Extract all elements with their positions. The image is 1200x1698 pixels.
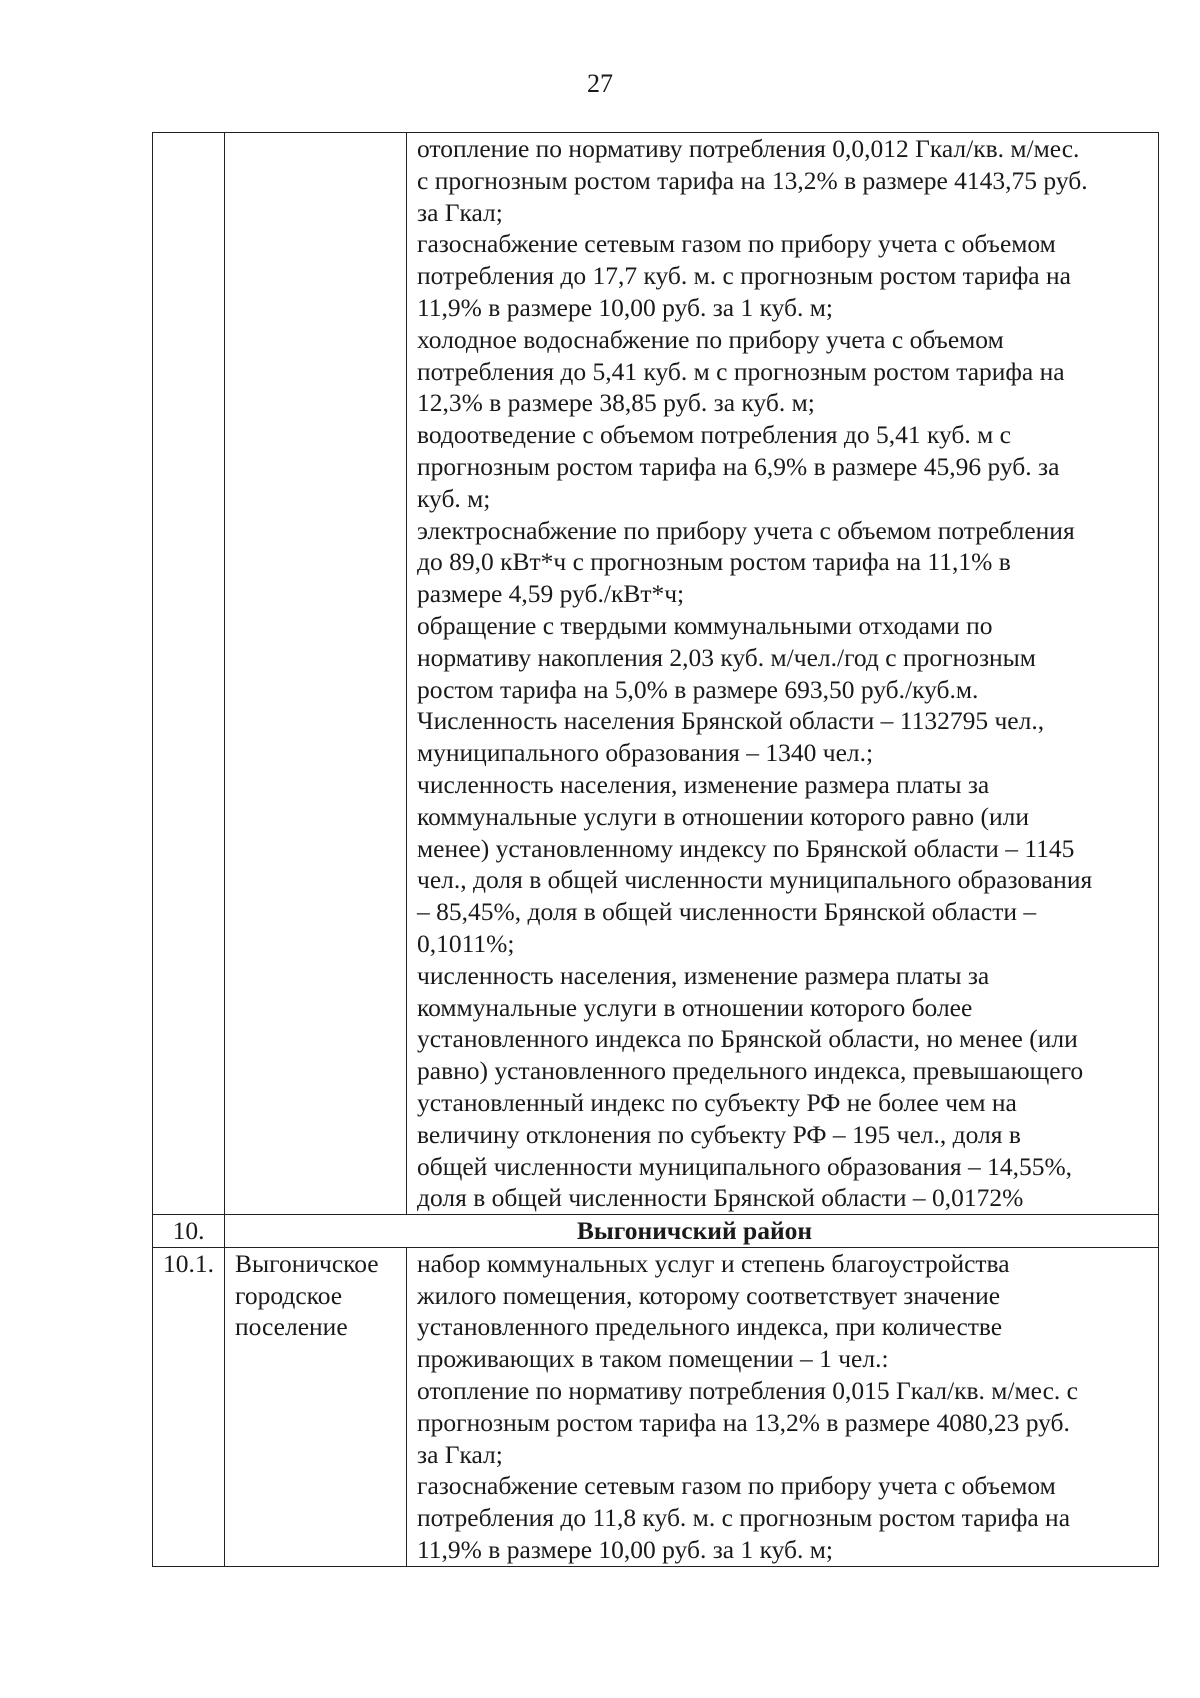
text-line: жилого помещения, которому соответствует значение — [417, 1280, 1001, 1310]
text-line: установленного предельного индекса, при количестве — [417, 1312, 1003, 1342]
section-title: Выгоничский район — [225, 1215, 1159, 1248]
text-line: коммунальные услуги в отношении которого равно (или — [417, 801, 1029, 831]
text-line: доля в общей численности Брянской области – 0,0172% — [417, 1183, 1024, 1213]
text-line: куб. м; — [417, 483, 491, 513]
text-line: численность населения, изменение размера платы за — [417, 769, 990, 799]
text-line: прогнозным ростом тарифа на 6,9% в размере 45,96 руб. за — [417, 451, 1060, 481]
description-cell — [407, 1247, 1159, 1566]
text-line: обращение с твердыми коммунальными отходами по — [417, 610, 993, 640]
table-row-10-1 — [153, 1247, 1159, 1566]
text-line: муниципального образования – 1340 чел.; — [417, 738, 874, 768]
text-line: 11,9% в размере 10,00 руб. за 1 куб. м; — [417, 292, 833, 322]
text-line: набор коммунальных услуг и степень благоустройства — [417, 1248, 1010, 1278]
municipality-name-cell — [225, 1247, 407, 1566]
text-line: потребления до 11,8 куб. м. с прогнозным ростом тарифа на — [417, 1503, 1071, 1533]
text-line: размере 4,59 руб./кВт*ч; — [417, 579, 685, 609]
table-row-continued — [153, 133, 1159, 1215]
text-line: прогнозным ростом тарифа на 13,2% в размере 4080,23 руб. — [417, 1407, 1070, 1437]
text-line: установленный индекс по субъекту РФ не более чем на — [417, 1087, 1017, 1117]
text-line: 0,1011%; — [417, 928, 515, 958]
text-line: – 85,45%, доля в общей численности Брянской области – — [417, 897, 1037, 927]
text-line: потребления до 5,41 куб. м с прогнозным ростом тарифа на — [417, 356, 1065, 386]
text-line: установленного индекса по Брянской области, но менее (или — [417, 1024, 1078, 1054]
text-line: холодное водоснабжение по прибору учета с объемом — [417, 324, 1004, 354]
section-number-cell: 10. — [153, 1215, 225, 1248]
row-number-cell: 10.1. — [153, 1247, 225, 1566]
text-line: 12,3% в размере 38,85 руб. за куб. м; — [417, 388, 815, 418]
text-line: проживающих в таком помещении – 1 чел.: — [417, 1344, 889, 1374]
name-line: городское — [235, 1280, 343, 1310]
text-line: с прогнозным ростом тарифа на 13,2% в размере 4143,75 руб. — [417, 165, 1088, 195]
text-line: электроснабжение по прибору учета с объемом потребления — [417, 515, 1075, 545]
text-line: нормативу накопления 2,03 куб. м/чел./год с прогнозным — [417, 642, 1036, 672]
table-section-row — [153, 1215, 1159, 1248]
row-number-cell — [153, 133, 225, 1215]
text-line: 11,9% в размере 10,00 руб. за 1 куб. м; — [417, 1535, 833, 1565]
text-line: отопление по нормативу потребления 0,015 Гкал/кв. м/мес. с — [417, 1376, 1078, 1406]
text-line: за Гкал; — [417, 1439, 503, 1469]
text-line: менее) установленному индексу по Брянской области – 1145 — [417, 833, 1075, 863]
text-line: потребления до 17,7 куб. м. с прогнозным ростом тарифа на — [417, 261, 1071, 291]
municipality-name-cell — [225, 133, 407, 1215]
text-line: газоснабжение сетевым газом по прибору учета с объемом — [417, 229, 1056, 259]
text-line: чел., доля в общей численности муниципального образования — [417, 865, 1093, 895]
text-line: величину отклонения по субъекту РФ – 195 чел., доля в — [417, 1119, 1021, 1149]
text-line: за Гкал; — [417, 197, 503, 227]
text-line: до 89,0 кВт*ч с прогнозным ростом тарифа на 11,1% в — [417, 547, 1011, 577]
description-cell — [407, 133, 1159, 1215]
text-line: общей численности муниципального образования – 14,55%, — [417, 1151, 1073, 1181]
text-line: коммунальные услуги в отношении которого более — [417, 992, 973, 1022]
text-line: водоотведение с объемом потребления до 5,41 куб. м с — [417, 420, 1011, 450]
text-line: газоснабжение сетевым газом по прибору учета с объемом — [417, 1471, 1056, 1501]
tariff-table — [152, 132, 1159, 1567]
page-number: 27 — [587, 69, 613, 98]
name-line: поселение — [235, 1312, 348, 1342]
text-line: отопление по нормативу потребления 0,0,012 Гкал/кв. м/мес. — [417, 134, 1080, 163]
text-line: Численность населения Брянской области – 1132795 чел., — [417, 706, 1045, 736]
text-line: равно) установленного предельного индекса, превышающего — [417, 1056, 1084, 1086]
text-line: численность населения, изменение размера платы за — [417, 960, 990, 990]
text-line: ростом тарифа на 5,0% в размере 693,50 руб./куб.м. — [417, 674, 979, 704]
name-line: Выгоничское — [235, 1248, 379, 1278]
